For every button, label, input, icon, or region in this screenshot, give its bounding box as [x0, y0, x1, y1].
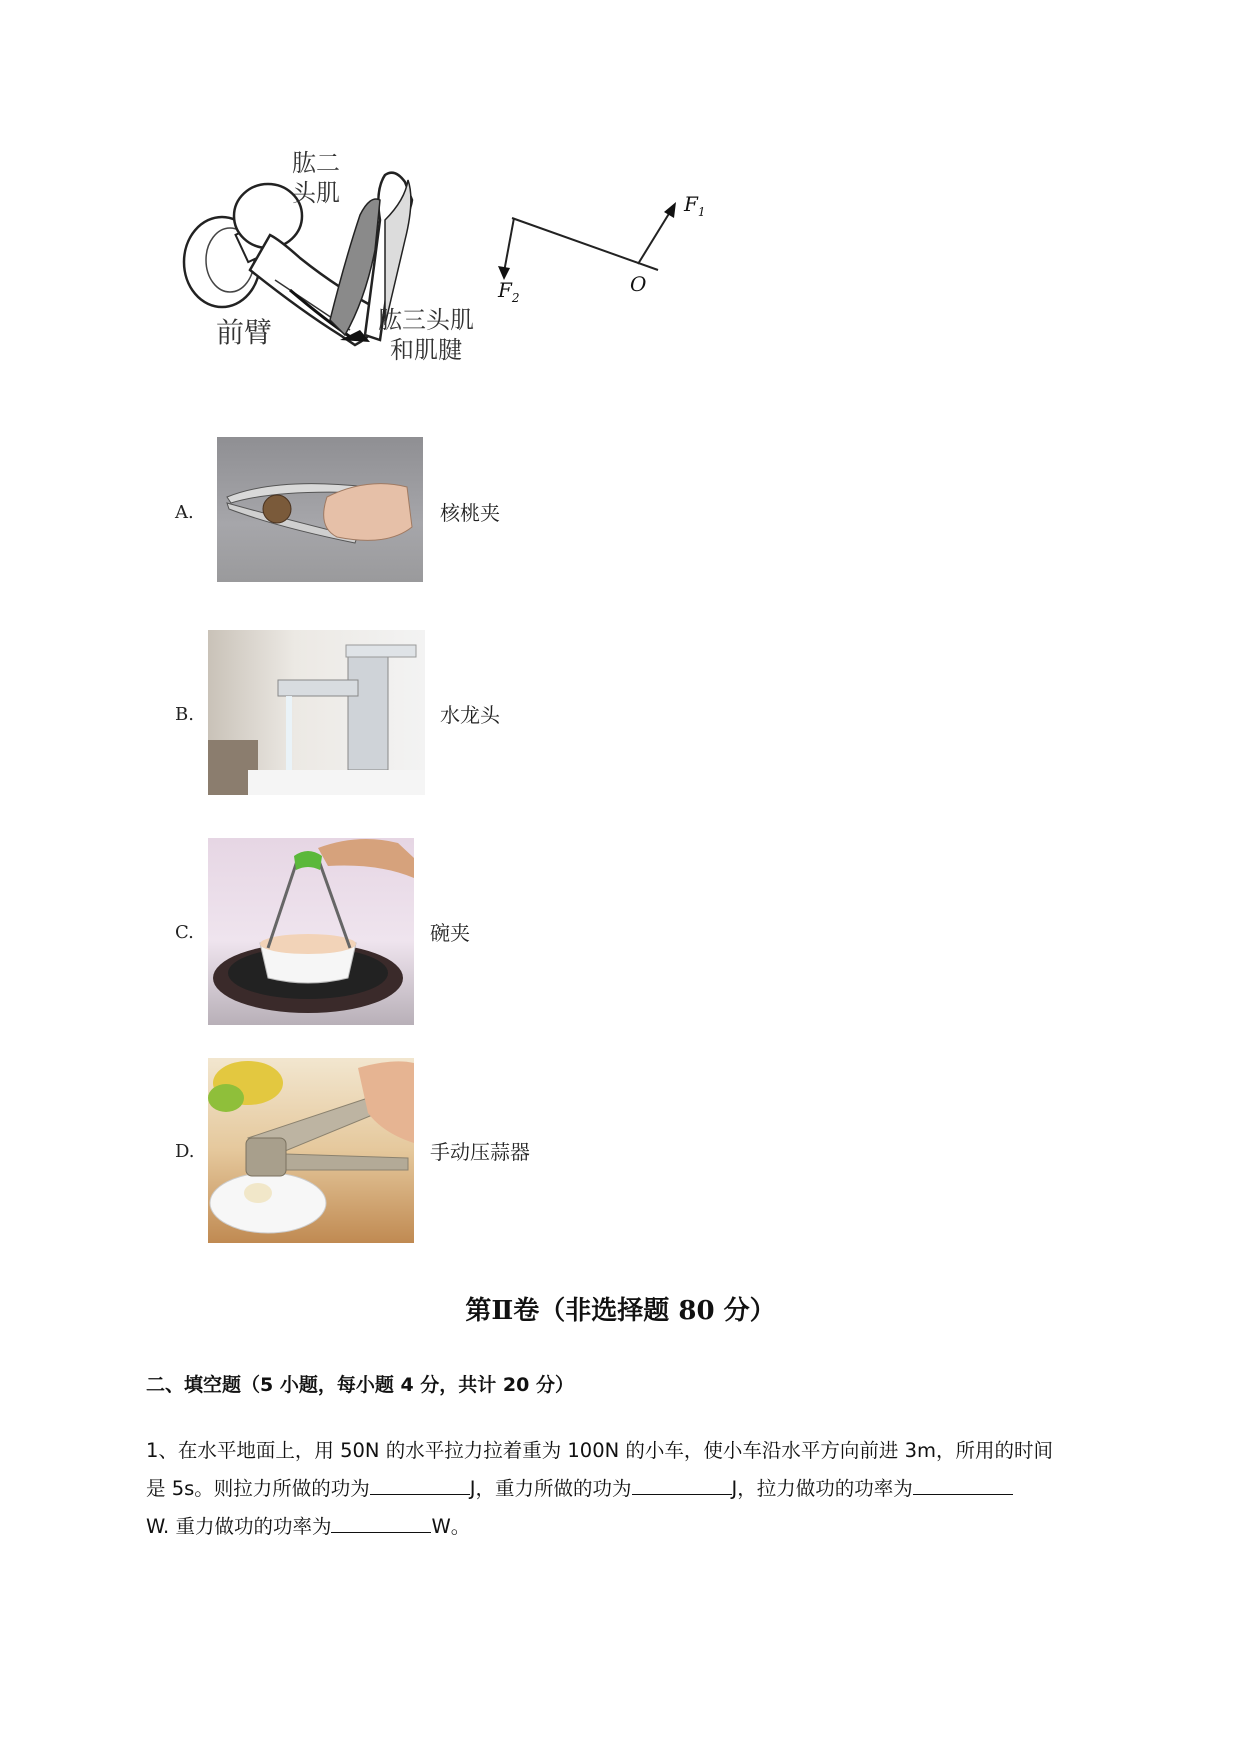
- lever-diagram: [490, 180, 730, 330]
- f2-subscript: 2: [511, 291, 520, 305]
- question-1-line-3: [146, 1508, 1156, 1546]
- f2-symbol: F: [498, 278, 512, 302]
- f2-label: [498, 278, 520, 305]
- option-d-letter: D.: [175, 1141, 195, 1162]
- option-d-label: 手动压蒜器: [430, 1140, 530, 1164]
- option-c-letter: C.: [175, 922, 194, 943]
- question-1: [146, 1432, 1156, 1546]
- option-c-label: 碗夹: [430, 921, 470, 945]
- question-1-text-a: 是 5s。则拉力所做的功为: [146, 1477, 370, 1500]
- faucet-photo: [208, 630, 425, 795]
- arm-figure: [180, 140, 500, 370]
- question-1-text-d: W. 重力做功的功率为: [146, 1515, 332, 1538]
- answer-blank-power-gravity[interactable]: [331, 1512, 431, 1533]
- garlic-press-photo: [208, 1058, 414, 1243]
- triceps-label-line2: 和肌腱: [390, 336, 462, 364]
- pivot-label: O: [630, 272, 647, 296]
- option-a-letter: A.: [175, 502, 194, 523]
- question-1-text-e: W。: [431, 1515, 471, 1538]
- question-1-text-c: J，拉力做功的功率为: [731, 1477, 913, 1500]
- f1-symbol: F: [684, 192, 698, 216]
- answer-blank-power-pull[interactable]: [913, 1474, 1013, 1495]
- f1-label: [684, 192, 706, 219]
- biceps-label-line1: 肱二: [292, 149, 340, 177]
- biceps-label-line2: 头肌: [292, 179, 340, 207]
- section-subtitle: 二、填空题（5 小题，每小题 4 分，共计 20 分）: [146, 1374, 574, 1396]
- forearm-label: 前臂: [216, 316, 273, 349]
- question-1-line-2: [146, 1470, 1156, 1508]
- question-1-text-b: J，重力所做的功为: [469, 1477, 632, 1500]
- option-b-letter: B.: [175, 704, 194, 725]
- answer-blank-work-pull[interactable]: [370, 1474, 470, 1495]
- option-a-label: 核桃夹: [440, 501, 500, 525]
- bowl-clip-photo: [208, 838, 414, 1025]
- option-b-label: 水龙头: [440, 703, 500, 727]
- nutcracker-photo: [217, 437, 423, 582]
- answer-blank-work-gravity[interactable]: [632, 1474, 732, 1495]
- f1-subscript: 1: [697, 205, 706, 219]
- question-1-line-1: 1、在水平地面上，用 50N 的水平拉力拉着重为 100N 的小车，使小车沿水平方向前进 3m，所用的时间: [146, 1439, 1054, 1462]
- triceps-label-line1: 肱三头肌: [378, 306, 474, 334]
- section-title: 第Ⅱ卷（非选择题 80 分）: [465, 1296, 776, 1326]
